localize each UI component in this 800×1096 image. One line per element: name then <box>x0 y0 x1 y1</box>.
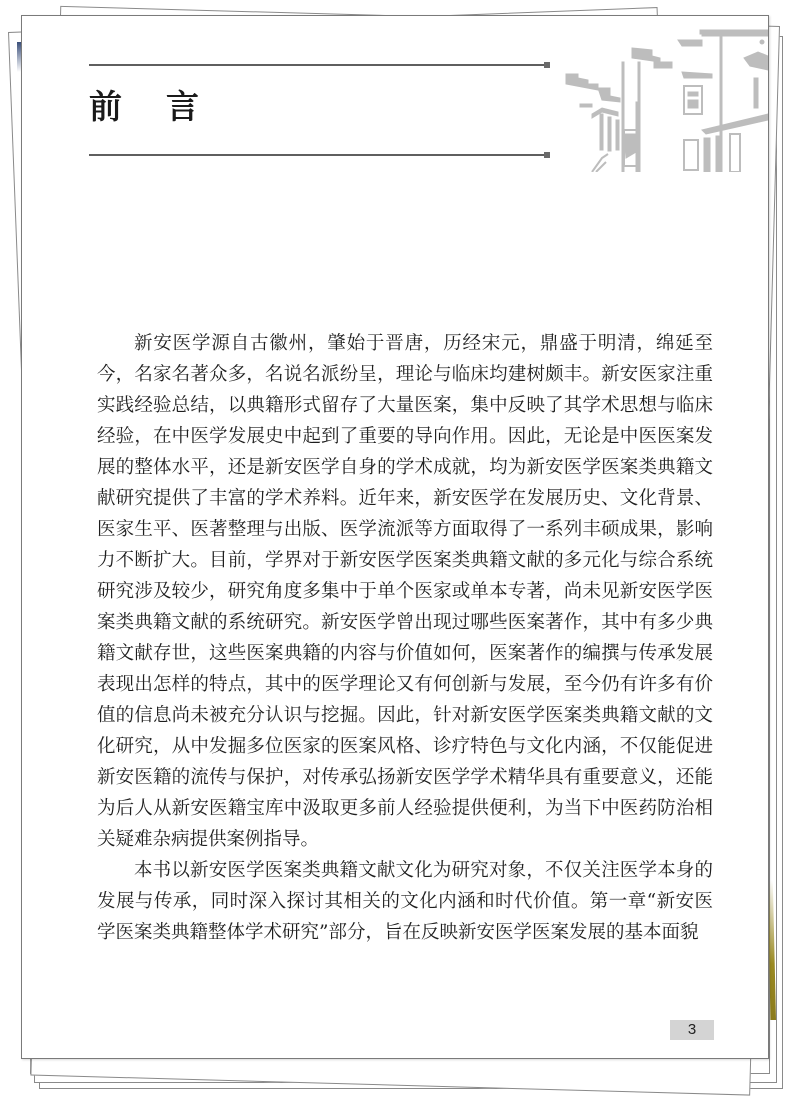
paragraph: 新安医学源自古徽州，肇始于晋唐，历经宋元，鼎盛于明清，绵延至今，名家名著众多，名说名派纷呈，理论与临床均建树颇丰。新安医家注重实践经验总结，以典籍形式留存了大量医案，集中反映了其学术思想与临床经验，在中医学发展史中起到了重要的导向作用。因此，无论是中医医案发展的整体水平，还是新安医学自身的学术成就，均为新安医学医案类典籍文献研究提供了丰富的学术养料。近年来，新安医学在发展历史、文化背景、医家生平、医著整理与出版、医学流派等方面取得了一系列丰硕成果，影响力不断扩大。目前，学界对于新安医学医案类典籍文献的多元化与综合系统研究涉及较少，研究角度多集中于单个医家或单本专著，尚未见新安医学医案类典籍文献的系统研究。新安医学曾出现过哪些医案著作，其中有多少典籍文献存世，这些医案典籍的内容与价值如何，医案著作的编撰与传承发展表现出怎样的特点，其中的医学理论又有何创新与发展，至今仍有许多有价值的信息尚未被充分认识与挖掘。因此，针对新安医学医案类典籍文献的文化研究，从中发掘多位医家的医案风格、诊疗特色与文化内涵，不仅能促进新安医籍的流传与保护，对传承弘扬新安医学学术精华具有重要意义，还能为后人从新安医籍宝库中汲取更多前人经验提供便利，为当下中医药防治相关疑难杂病提供案例指导。 <box>97 333 713 850</box>
document-body <box>97 328 713 948</box>
paragraph: 本书以新安医学医案类典籍文献文化为研究对象，不仅关注医学本身的发展与传承，同时深入探讨其相关的文化内涵和时代价值。第一章“新安医学医案类典籍整体学术研究”部分，旨在反映新安医学医案发展的基本面貌 <box>97 860 713 943</box>
rule-end-square <box>544 62 550 68</box>
header-rule-top <box>89 64 544 66</box>
front-page <box>21 15 769 1059</box>
header-rule-bottom <box>89 154 544 156</box>
huizhou-architecture-illustration-icon <box>562 22 768 172</box>
page-title: 前言 <box>89 87 243 126</box>
page-number: 3 <box>670 1020 714 1040</box>
rule-end-square <box>544 152 550 158</box>
